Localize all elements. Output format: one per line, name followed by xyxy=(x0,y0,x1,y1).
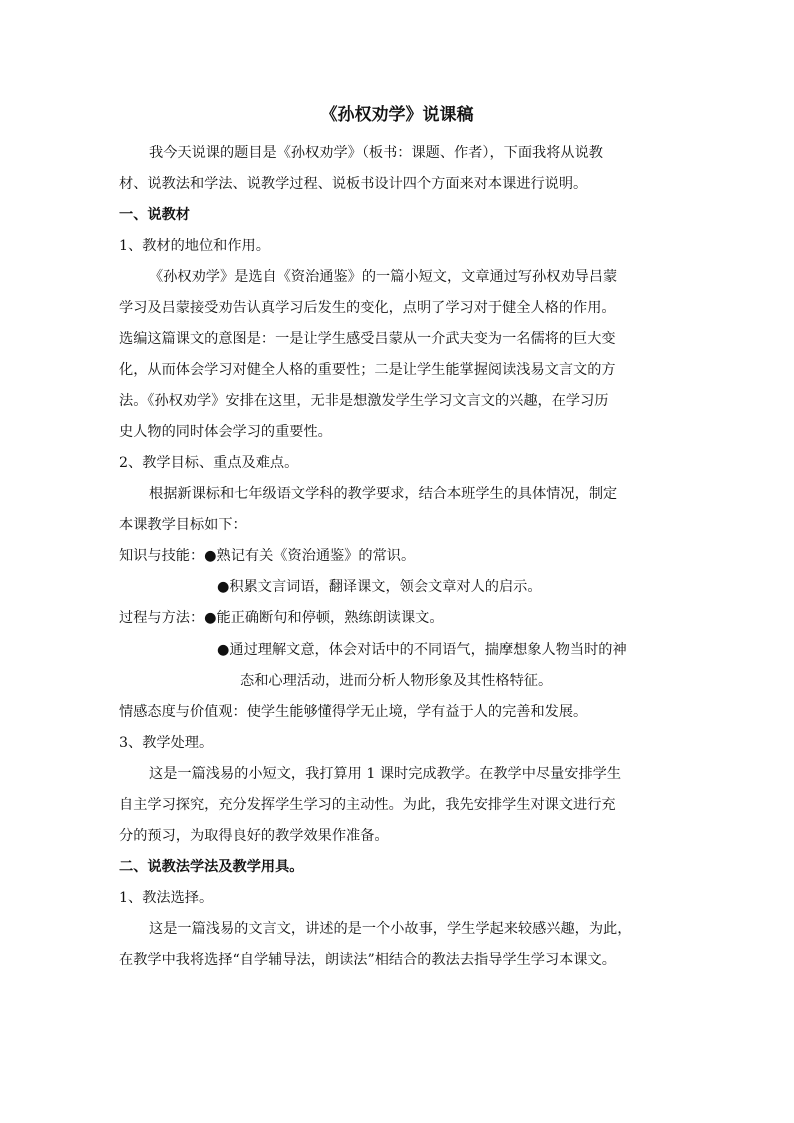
objective-line: 过程与方法：●能正确断句和停顿，熟练朗读课文。 xyxy=(119,610,444,626)
paragraph-line: 本课教学目标如下： xyxy=(119,517,247,533)
paragraph-line: 《孙权劝学》是选自《资治通鉴》的一篇小短文，文章通过写孙权劝导吕蒙 xyxy=(149,269,618,285)
section-heading: 二、说教法学法及教学用具。 xyxy=(119,859,304,875)
subsection-heading: 3、教学处理。 xyxy=(119,735,214,751)
subsection-heading: 1、教法选择。 xyxy=(119,890,214,906)
paragraph-line: 这是一篇浅易的小短文，我打算用 1 课时完成教学。在教学中尽量安排学生 xyxy=(149,766,622,782)
objective-line: ●通过理解文意，体会对话中的不同语气，揣摩想象人物当时的神 xyxy=(217,642,627,658)
paragraph-line: 我今天说课的题目是《孙权劝学》（板书：课题、作者），下面我将从说教 xyxy=(149,145,603,161)
objective-line: ●积累文言词语，翻译课文，领会文章对人的启示。 xyxy=(217,579,542,595)
section-heading: 一、说教材 xyxy=(119,207,190,223)
paragraph-line: 选编这篇课文的意图是：一是让学生感受吕蒙从一介武夫变为一名儒将的巨大变 xyxy=(119,331,616,347)
objective-line: 知识与技能：●熟记有关《资治通鉴》的常识。 xyxy=(119,548,416,564)
paragraph-line: 在教学中我将选择“自学辅导法，朗读法”相结合的教法去指导学生学习本课文。 xyxy=(119,952,616,968)
paragraph-line: 学习及吕蒙接受劝告认真学习后发生的变化，点明了学习对于健全人格的作用。 xyxy=(119,300,616,316)
document-title: 《孙权劝学》说课稿 xyxy=(320,105,474,125)
paragraph-line: 材、说教法和学法、说教学过程、说板书设计四个方面来对本课进行说明。 xyxy=(119,176,588,192)
objective-line: 情感态度与价值观：使学生能够懂得学无止境，学有益于人的完善和发展。 xyxy=(119,704,588,720)
paragraph-line: 根据新课标和七年级语文学科的教学要求，结合本班学生的具体情况，制定 xyxy=(149,486,618,502)
objective-line: 态和心理活动，进而分析人物形象及其性格特征。 xyxy=(240,673,553,689)
paragraph-line: 自主学习探究，充分发挥学生学习的主动性。为此，我先安排学生对课文进行充 xyxy=(119,797,616,813)
paragraph-line: 这是一篇浅易的文言文，讲述的是一个小故事，学生学起来较感兴趣，为此， xyxy=(149,921,632,937)
paragraph-line: 化，从而体会学习对健全人格的重要性；二是让学生能掌握阅读浅易文言文的方 xyxy=(119,362,616,378)
paragraph-line: 法。《孙权劝学》安排在这里，无非是想激发学生学习文言文的兴趣，在学习历 xyxy=(119,393,609,409)
paragraph-line: 分的预习，为取得良好的教学效果作准备。 xyxy=(119,828,389,844)
subsection-heading: 1、教材的地位和作用。 xyxy=(119,238,270,254)
paragraph-line: 史人物的同时体会学习的重要性。 xyxy=(119,424,332,440)
subsection-heading: 2、教学目标、重点及难点。 xyxy=(119,455,299,471)
